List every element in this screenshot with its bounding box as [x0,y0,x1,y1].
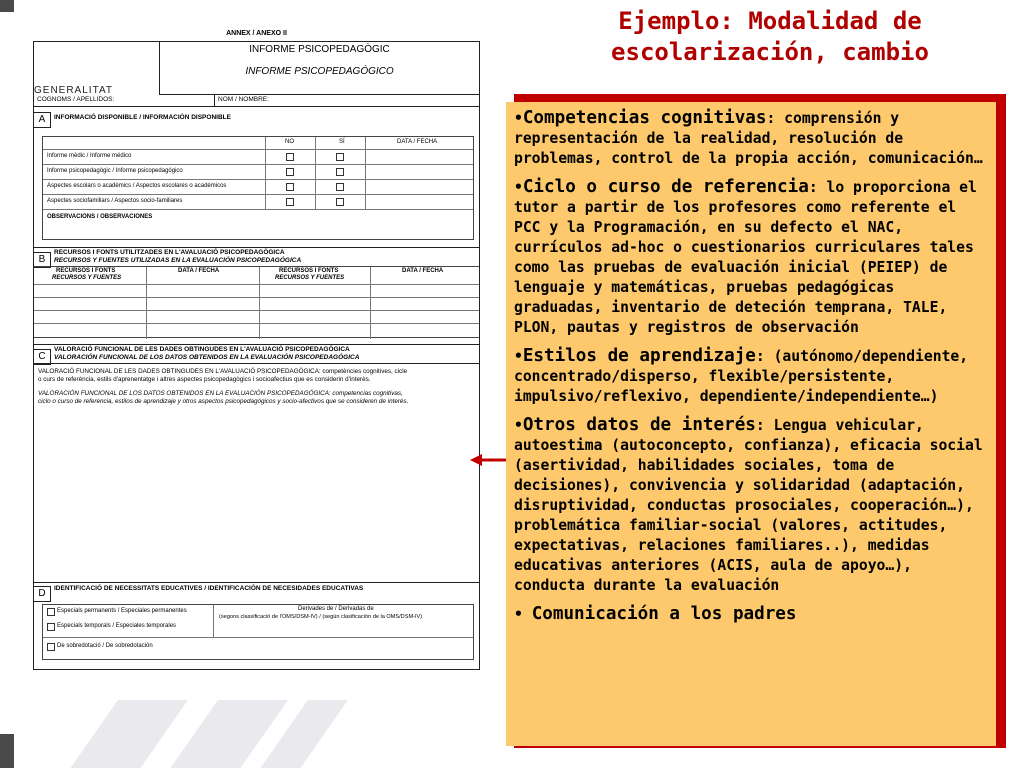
checkbox [47,608,55,616]
section-b-title-es: RECURSOS Y FUENTES UTILIZADAS EN LA EVALUACIÓN PSICOPEDAGÓGICA [54,257,302,264]
annex-label: ANNEX / ANEXO II [226,30,287,37]
col-date: DATA / FECHA [178,268,220,274]
decor-bar [0,734,14,768]
bullet-otros-datos [514,415,988,596]
bullet-icon: • [514,348,523,365]
form-header-es: INFORME PSICOPEDAGÓGICO [245,66,394,77]
bullet-body: : (autónomo/dependiente, concentrado/disperso, flexible/persistente, impulsivo/reflexivo, dependiente/independiente…) [514,348,969,405]
section-d-title: IDENTIFICACIÓ DE NECESSITATS EDUCATIVES / IDENTIFICACIÓN DE NECESIDADES EDUCATIVAS [54,585,364,592]
checkbox [286,168,294,176]
bullet-estilos [514,346,988,407]
bullet-icon: • [514,110,523,127]
bullet-competencias [514,108,988,169]
section-a-table [42,136,474,240]
bullet-body: : comprensión y representación de la realidad, resolución de problemas, control de la propia acción, comunicación… [514,110,983,167]
bullet-icon: • [514,417,523,434]
left-decoration-strip [0,0,34,768]
bullet-head: Estilos de aprendizaje [522,346,756,366]
row-informe-psicopedagogico: Informe psicopedagògic / Informe psicopedagógico [47,168,183,174]
section-a-letter: A [34,112,51,128]
row-aspectos-sociofamiliares: Aspectes sociofamiliars / Aspectos socio-familiares [47,198,183,204]
background-watermark [30,700,510,768]
col-resources-es: RECURSOS Y FUENTES [52,275,122,281]
section-b-table [34,266,479,338]
needs-temporary: Especials temporals / Especiales temporales [57,623,177,629]
form-scan [33,28,480,670]
bullet-icon: • [514,179,523,196]
bullet-body: : lo proporciona el tutor a partir de los profesores como referente el PCC y la Programación, en su defecto el NAC, currículos ad-hoc o cuestionarios curriculares tales como las pruebas de evaluación inicial (PEIEP) de lenguaje y matemáticas, pruebas pedagógicas graduadas, inventario de deteción temprana, TALE, PLON, pautas y registros de observación [514,179,977,336]
section-d-letter: D [34,586,51,602]
checkbox [336,153,344,161]
col-no: NO [285,139,294,145]
derived-label: Derivades de / Derivadas de [298,606,374,612]
col-resources-ca: RECURSOS I FONTS [279,268,339,274]
col-date: DATA / FECHA [397,139,438,145]
decor-bar [0,0,14,12]
section-c-title-es: VALORACIÓN FUNCIONAL DE LOS DATOS OBTENIDOS EN LA EVALUACIÓN PSICOPEDAGÓGICA [54,354,360,361]
section-c-text-ca-2: o curs de referència, estils d'aprenentatge i altres aspectes psicopedagògics i socioafectius que es considerin d'interès. [38,376,371,383]
checkbox [336,183,344,191]
checkbox [47,643,55,651]
name-label: NOM / NOMBRE: [214,94,269,106]
col-resources-es: RECURSOS Y FUENTES [275,275,345,281]
derived-classification: (segons classificació de l'OMS/DSM-IV) / (según clasificación de la OMS/DSM-IV) [219,614,423,620]
names-row [34,94,479,107]
section-d-table [42,604,474,660]
form-header [159,42,479,95]
checkbox [47,623,55,631]
bullet-body: : Lengua vehicular, autoestima (autoconcepto, confianza), eficacia social (asertividad, habilidades sociales, toma de decisiones), convivencia y solidaridad (adaptación, disruptividad, conductas prosociales, cooperación…), problemática familiar-social (valores, actitudes, expectativas, relaciones familiares..), medidas educativas anteriores (ACIS, aula de apoyo…), conducta durante la evaluación [514,417,983,594]
checkbox [286,153,294,161]
needs-permanent: Especials permanents / Especiales permanentes [57,608,187,614]
section-c-letter: C [34,349,51,365]
row-informe-medico: Informe mèdic / Informe médico [47,153,132,159]
surnames-label: COGNOMS / APELLIDOS: [37,96,115,103]
bullet-comunicacion [514,604,988,625]
bullet-icon: • [514,606,532,623]
needs-gifted: De sobredotació / De sobredotación [57,643,153,649]
bullet-head: Otros datos de interés [522,415,756,435]
checkbox [286,198,294,206]
row-aspectos-escolares: Aspectes escolars o acadèmics / Aspectos escolares o académicos [47,183,227,189]
section-c-title-ca: VALORACIÓ FUNCIONAL DE LES DADES OBTINGUDES EN L'AVALUACIÓ PSICOPEDAGÒGICA [54,346,350,353]
checkbox [286,183,294,191]
bullet-head: Competencias cognitivas [522,108,767,128]
section-b-title-ca: RECURSOS I FONTS UTILITZADES EN L'AVALUACIÓ PSICOPEDAGÒGICA [54,249,285,256]
form-header-ca: INFORME PSICOPEDAGÒGIC [249,44,390,55]
form-border [33,41,480,670]
section-c-text-ca-1: VALORACIÓ FUNCIONAL DE LES DADES OBTINGUDES EN L'AVALUACIÓ PSICOPEDAGÒGICA: competències cognitives, cicle [38,368,408,375]
section-a-title: INFORMACIÓ DISPONIBLE / INFORMACIÓN DISPONIBLE [54,114,231,121]
checkbox [336,198,344,206]
section-c-text-es-2: ciclo o curso de referencia, estilos de aprendizaje y otros aspectos psicopedagógicos y socio-afectivos que se consideren de interés. [38,398,409,405]
checkbox [336,168,344,176]
section-c-text-es-1: VALORACIÓN FUNCIONAL DE LOS DATOS OBTENIDOS EN LA EVALUACIÓN PSICOPEDAGÓGICA: competencias cognitivas, [38,390,403,397]
bullet-head: Ciclo o curso de referencia [522,177,809,197]
slide-title: Ejemplo: Modalidad de escolarización, cambio [611,7,929,66]
bullet-head: Comunicación a los padres [531,604,797,624]
left-arrow-icon [470,452,508,468]
col-si: SÍ [339,139,345,145]
content-box [506,102,996,746]
logo-text: GENERALITAT [34,85,113,96]
bullet-ciclo [514,177,988,338]
col-resources-ca: RECURSOS I FONTS [56,268,116,274]
observations-label: OBSERVACIONS / OBSERVACIONES [47,214,153,220]
col-date: DATA / FECHA [402,268,444,274]
section-b-letter: B [34,252,51,268]
